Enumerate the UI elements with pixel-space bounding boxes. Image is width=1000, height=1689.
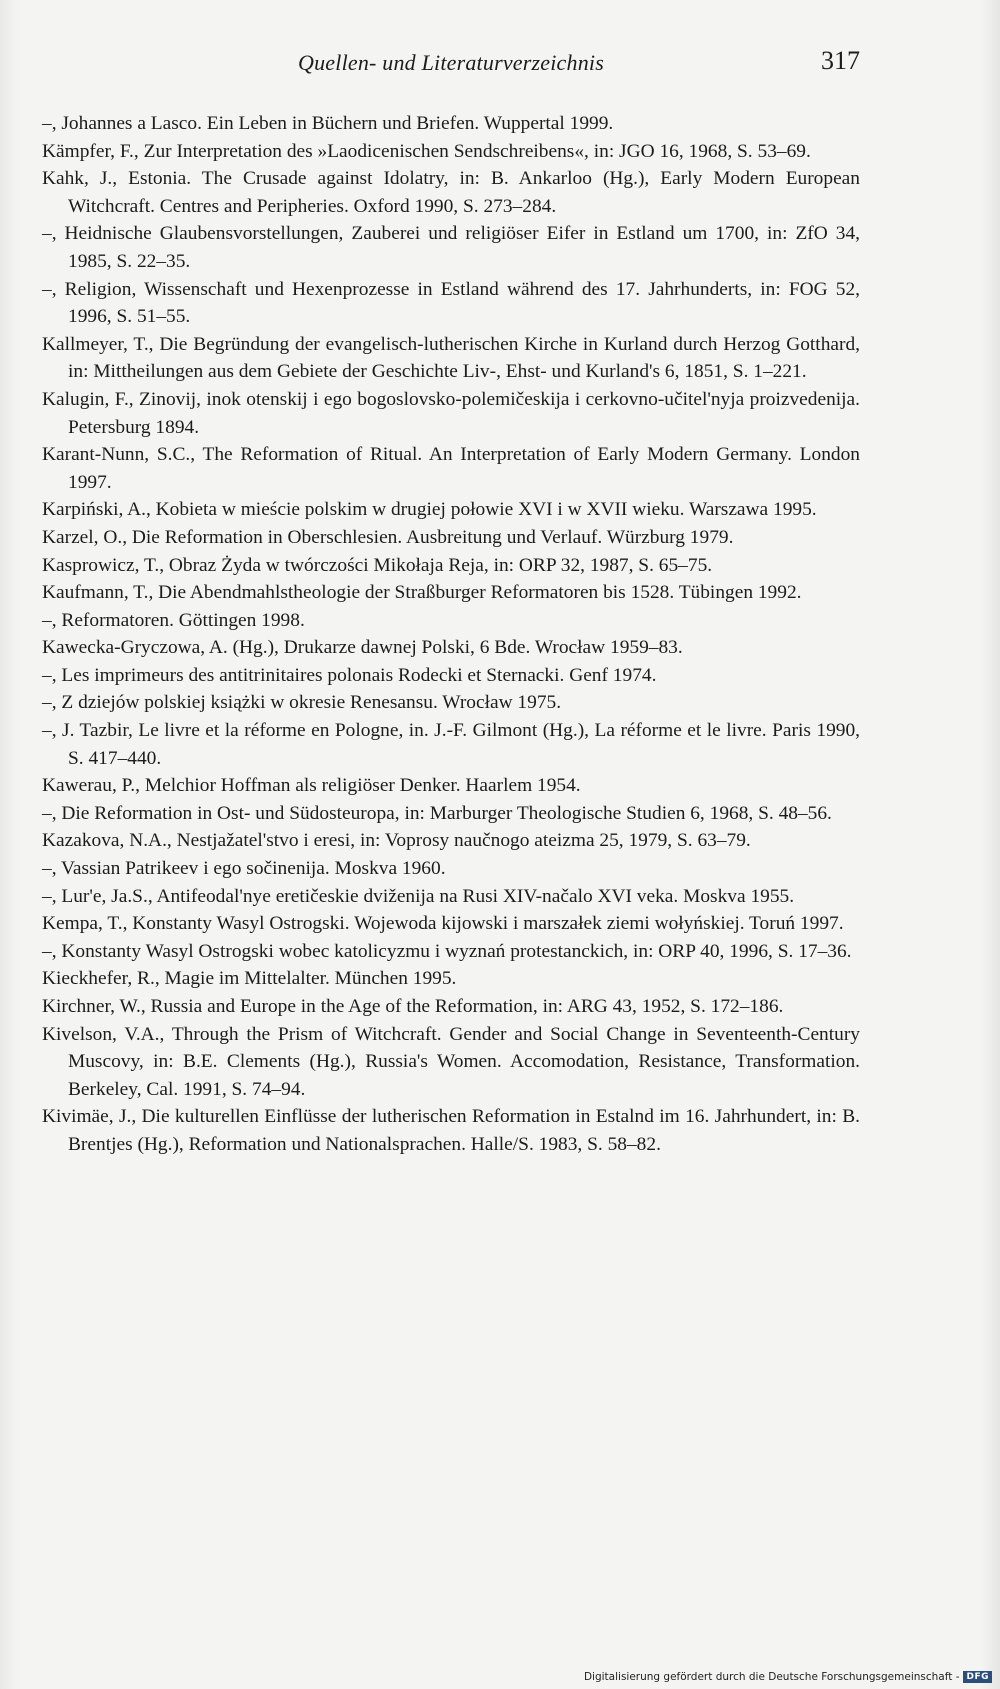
bibliography-entry: Kasprowicz, T., Obraz Żyda w twórczości Mikołaja Reja, in: ORP 32, 1987, S. 65–75.	[42, 554, 713, 576]
digitization-footer	[584, 1671, 992, 1683]
bibliography-entry: Kawerau, P., Melchior Hoffman als religiöser Denker. Haarlem 1954.	[42, 775, 581, 797]
bibliography-entry: Kallmeyer, T., Die Begründung der evangelisch-lutherischen Kirche in Kurland durch Herzog Gotthard, in: Mittheilungen aus dem Gebiete der Geschichte Liv-, Ehst- und Kurland's 6, 1851, S. 1–221.	[42, 333, 860, 383]
bibliography-entry: Kivimäe, J., Die kulturellen Einflüsse der lutherischen Reformation in Estalnd im 16. Jahrhundert, in: B. Brentjes (Hg.), Reformation und Nationalsprachen. Halle/S. 1983, S. 58–82.	[42, 1106, 860, 1155]
bibliography-entry: Kaufmann, T., Die Abendmahlstheologie der Straßburger Reformatoren bis 1528. Tübingen 1992.	[42, 582, 802, 604]
bibliography-entry: Kazakova, N.A., Nestjažatel'stvo i eresi, in: Voprosy naučnogo ateizma 25, 1979, S. 63–79.	[42, 830, 751, 852]
running-title: Quellen- und Literaturverzeichnis	[298, 50, 604, 75]
bibliography-entry: –, Z dziejów polskiej książki w okresie Renesansu. Wrocław 1975.	[42, 692, 562, 714]
footer-text: Digitalisierung gefördert durch die Deutsche Forschungsgemeinschaft -	[583, 1671, 960, 1683]
bibliography-entry: Kämpfer, F., Zur Interpretation des »Laodicenischen Sendschreibens«, in: JGO 16, 1968, S. 53–69.	[42, 140, 811, 162]
bibliography-entry: Kirchner, W., Russia and Europe in the Age of the Reformation, in: ARG 43, 1952, S. 172–186.	[42, 996, 784, 1017]
bibliography-entry: Kawecka-Gryczowa, A. (Hg.), Drukarze dawnej Polski, 6 Bde. Wrocław 1959–83.	[42, 637, 683, 659]
bibliography-entry: Karpiński, A., Kobieta w mieście polskim w drugiej połowie XVI i w XVII wieku. Warszawa 1995.	[42, 499, 817, 521]
bibliography-entry: Karzel, O., Die Reformation in Oberschlesien. Ausbreitung und Verlauf. Würzburg 1979.	[42, 526, 734, 548]
bibliography-entry: Kalugin, F., Zinovij, inok otenskij i ego bogoslovsko-polemičeskija i cerkovno-učitel'nyja proizvedenija. Petersburg 1894.	[42, 388, 860, 438]
bibliography-entry: –, Johannes a Lasco. Ein Leben in Büchern und Briefen. Wuppertal 1999.	[42, 113, 614, 134]
page-number: 317	[821, 46, 860, 75]
bibliography-entry: –, Reformatoren. Göttingen 1998.	[42, 609, 305, 631]
bibliography-entry: –, Les imprimeurs des antitrinitaires polonais Rodecki et Sternacki. Genf 1974.	[42, 664, 657, 686]
bibliography-entry: Kahk, J., Estonia. The Crusade against Idolatry, in: B. Ankarloo (Hg.), Early Modern European Witchcraft. Centres and Peripheries. Oxford 1990, S. 273–284.	[42, 168, 860, 217]
bibliography-entry: –, J. Tazbir, Le livre et la réforme en Pologne, in. J.-F. Gilmont (Hg.), La réforme et le livre. Paris 1990, S. 417–440.	[42, 720, 860, 769]
bibliography-entry: Kempa, T., Konstanty Wasyl Ostrogski. Wojewoda kijowski i marszałek ziemi wołyńskiej. Toruń 1997.	[42, 913, 844, 935]
dfg-logo: DFG	[963, 1671, 992, 1683]
page-header	[42, 44, 860, 84]
bibliography-entry: Karant-Nunn, S.C., The Reformation of Ritual. An Interpretation of Early Modern Germany. London 1997.	[42, 444, 860, 493]
bibliography-entry: Kivelson, V.A., Through the Prism of Witchcraft. Gender and Social Change in Seventeenth-Century Muscovy, in: B.E. Clements (Hg.), Russia's Women. Accomodation, Resistance, Transformation. Berkeley, Cal. 1991, S. 74–94.	[42, 1023, 860, 1100]
bibliography-entry: –, Vassian Patrikeev i ego sočinenija. Moskva 1960.	[42, 858, 446, 880]
bibliography-entry: –, Religion, Wissenschaft und Hexenprozesse in Estland während des 17. Jahrhunderts, in: FOG 52, 1996, S. 51–55.	[42, 278, 860, 328]
bibliography-entry: –, Die Reformation in Ost- und Südosteuropa, in: Marburger Theologische Studien 6, 1968, S. 48–56.	[42, 802, 832, 824]
bibliography-entry: Kieckhefer, R., Magie im Mittelalter. München 1995.	[42, 968, 457, 990]
bibliography-entry: –, Lur'e, Ja.S., Antifeodal'nye eretičeskie dviženija na Rusi XIV-načalo XVI veka. Moskva 1955.	[42, 885, 795, 907]
bibliography-list	[42, 110, 860, 1159]
bibliography-entry: –, Heidnische Glaubensvorstellungen, Zauberei und religiöser Eifer in Estland um 1700, in: ZfO 34, 1985, S. 22–35.	[42, 223, 860, 272]
bibliography-entry: –, Konstanty Wasyl Ostrogski wobec katolicyzmu i wyznań protestanckich, in: ORP 40, 1996, S. 17–36.	[42, 940, 852, 962]
